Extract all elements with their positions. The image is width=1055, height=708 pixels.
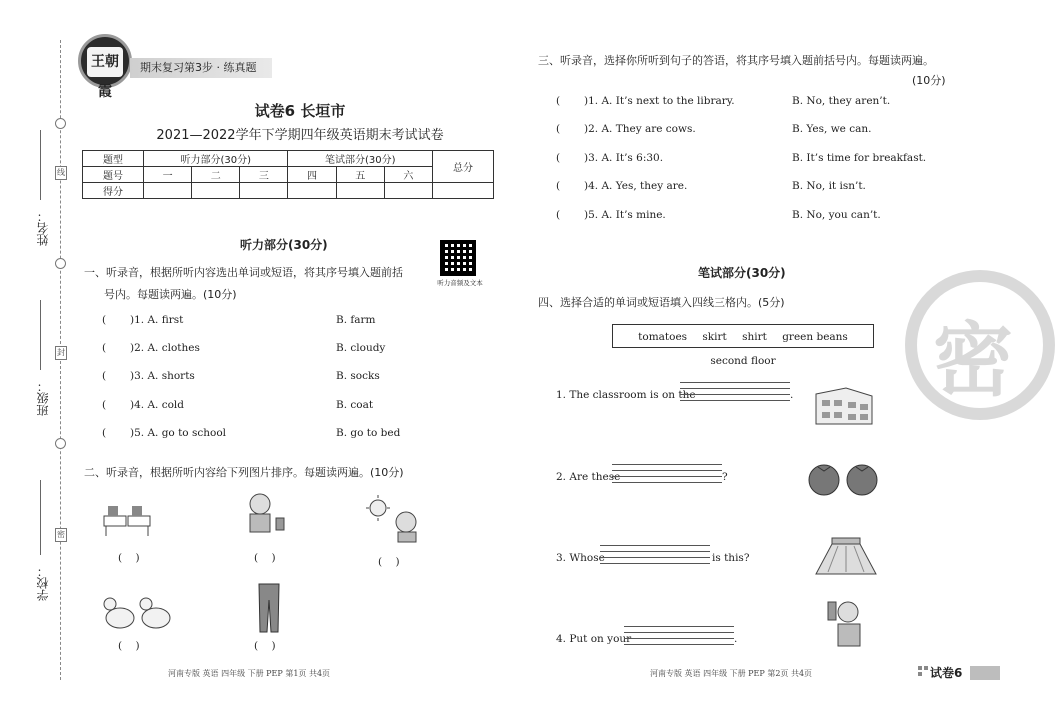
list-item: B. farm bbox=[336, 314, 376, 326]
answer-lines[interactable] bbox=[600, 545, 710, 565]
list-item: B. cloudy bbox=[336, 342, 386, 354]
part2-title: 二、听录音，根据所听内容给下列图片排序。每题读两遍。(10分) bbox=[84, 466, 404, 479]
list-item: B. coat bbox=[336, 399, 374, 411]
written-section-title: 笔试部分(30分) bbox=[698, 266, 786, 280]
list-item: B. It’s time for breakfast. bbox=[792, 152, 927, 164]
part4-title: 四、选择合适的单词或短语填入四线三格内。(5分) bbox=[538, 296, 785, 309]
binding-hole bbox=[55, 438, 66, 449]
list-item: )3. A. shorts bbox=[130, 370, 195, 382]
score-blank[interactable] bbox=[336, 183, 384, 199]
footer-left: 河南专版 英语 四年级 下册 PEP 第1页 共4页 bbox=[168, 669, 331, 678]
table-cell: 题型 bbox=[83, 151, 144, 167]
answer-lines[interactable] bbox=[680, 382, 790, 402]
list-item: B. No, it isn’t. bbox=[792, 180, 866, 192]
school-blank bbox=[40, 480, 41, 555]
question-text: 3. Whose bbox=[556, 552, 605, 564]
list-item: B. socks bbox=[336, 370, 380, 382]
paper-title: 试卷6 长垣市 bbox=[254, 102, 346, 120]
score-blank[interactable] bbox=[384, 183, 432, 199]
seal-mark: 封 bbox=[55, 346, 67, 360]
question-text: 2. Are these bbox=[556, 471, 621, 483]
paper-subtitle: 2021—2022学年下学期四年级英语期末考试试卷 bbox=[156, 128, 444, 143]
seal-mark: 密 bbox=[55, 528, 67, 542]
list-item: )4. A. cold bbox=[130, 399, 184, 411]
question-text: 4. Put on your bbox=[556, 633, 632, 645]
part3-points: (10分) bbox=[912, 74, 946, 87]
question-text: 1. The classroom is on the bbox=[556, 389, 696, 401]
score-blank[interactable] bbox=[433, 183, 494, 199]
answer-paren[interactable]: ( ) bbox=[118, 552, 140, 564]
qr-caption: 听力音频及文本 bbox=[437, 279, 483, 287]
listening-section-title: 听力部分(30分) bbox=[240, 238, 328, 252]
score-table bbox=[82, 150, 494, 199]
list-item: B. Yes, we can. bbox=[792, 123, 872, 135]
watermark-text: 密 bbox=[933, 314, 1013, 407]
class-blank bbox=[40, 300, 41, 370]
name-blank bbox=[40, 130, 41, 200]
word-bank bbox=[612, 324, 874, 367]
list-item: B. go to bed bbox=[336, 427, 401, 439]
answer-lines[interactable] bbox=[612, 464, 722, 484]
paper-tag: 试卷6 bbox=[930, 666, 963, 680]
name-label: 姓名： bbox=[36, 210, 50, 246]
sun-and-girl-icon bbox=[366, 494, 424, 544]
word-option: shirt bbox=[742, 331, 767, 343]
qr-code-icon[interactable] bbox=[440, 240, 476, 276]
pants-icon bbox=[256, 582, 282, 634]
boy-eating-icon bbox=[242, 490, 292, 540]
part3-title: 三、听录音，选择你所听到句子的答语，将其序号填入题前括号内。每题读两遍。 bbox=[538, 54, 934, 67]
school-label: 学校： bbox=[36, 565, 50, 601]
table-cell: 得分 bbox=[83, 183, 144, 199]
list-item: B. No, they aren’t. bbox=[792, 95, 891, 107]
answer-lines[interactable] bbox=[624, 626, 734, 646]
part1-title: 一、听录音，根据所听内容选出单词或短语，将其序号填入题前括 bbox=[84, 266, 403, 279]
list-item: )2. A. clothes bbox=[130, 342, 200, 354]
boy-with-shirt-icon bbox=[826, 598, 866, 650]
seal-mark: 线 bbox=[55, 166, 67, 180]
score-blank[interactable] bbox=[240, 183, 288, 199]
list-item: )1. A. first bbox=[130, 314, 184, 326]
logo-text: 王朝霞 bbox=[87, 47, 123, 77]
table-cell: 四 bbox=[288, 167, 336, 183]
header-banner: 期末复习第3步 · 练真题 bbox=[130, 58, 272, 78]
list-item: )3. A. It’s 6:30. bbox=[584, 152, 664, 164]
word-option: skirt bbox=[702, 331, 727, 343]
list-item: B. No, you can’t. bbox=[792, 209, 881, 221]
word-option: tomatoes bbox=[638, 331, 688, 343]
answer-paren[interactable]: ( ) bbox=[378, 556, 400, 568]
classroom-desks-icon bbox=[100, 492, 156, 540]
binding-hole bbox=[55, 118, 66, 129]
score-blank[interactable] bbox=[144, 183, 192, 199]
table-cell: 笔试部分(30分) bbox=[288, 151, 433, 167]
footer-right: 河南专版 英语 四年级 下册 PEP 第2页 共4页 bbox=[650, 669, 813, 678]
answer-paren[interactable]: ( ) bbox=[254, 640, 276, 652]
answer-paren[interactable]: ( ) bbox=[118, 640, 140, 652]
seal-watermark-icon bbox=[905, 270, 1055, 420]
hens-icon bbox=[100, 592, 178, 636]
table-cell: 题号 bbox=[83, 167, 144, 183]
answer-paren[interactable]: ( ) bbox=[254, 552, 276, 564]
table-cell: 一 bbox=[144, 167, 192, 183]
list-item: )1. A. It’s next to the library. bbox=[584, 95, 735, 107]
tag-bar bbox=[970, 666, 1000, 680]
word-option: green beans bbox=[782, 331, 848, 343]
class-label: 班级： bbox=[36, 380, 50, 416]
word-option: second floor bbox=[710, 355, 776, 367]
binding-line bbox=[60, 40, 61, 680]
score-blank[interactable] bbox=[192, 183, 240, 199]
table-cell: 三 bbox=[240, 167, 288, 183]
publisher-logo bbox=[78, 34, 132, 100]
table-cell: 听力部分(30分) bbox=[144, 151, 288, 167]
part1-title-cont: 号内。每题读两遍。(10分) bbox=[104, 288, 237, 301]
list-item: )2. A. They are cows. bbox=[584, 123, 696, 135]
list-item: )5. A. go to school bbox=[130, 427, 227, 439]
tomatoes-icon bbox=[806, 460, 882, 498]
list-item: )4. A. Yes, they are. bbox=[584, 180, 688, 192]
list-item: )5. A. It’s mine. bbox=[584, 209, 666, 221]
table-cell: 六 bbox=[384, 167, 432, 183]
skirt-icon bbox=[814, 536, 878, 576]
table-cell: 总分 bbox=[433, 151, 494, 183]
score-blank[interactable] bbox=[288, 183, 336, 199]
table-cell: 五 bbox=[336, 167, 384, 183]
table-cell: 二 bbox=[192, 167, 240, 183]
binding-hole bbox=[55, 258, 66, 269]
school-building-icon bbox=[812, 384, 876, 426]
